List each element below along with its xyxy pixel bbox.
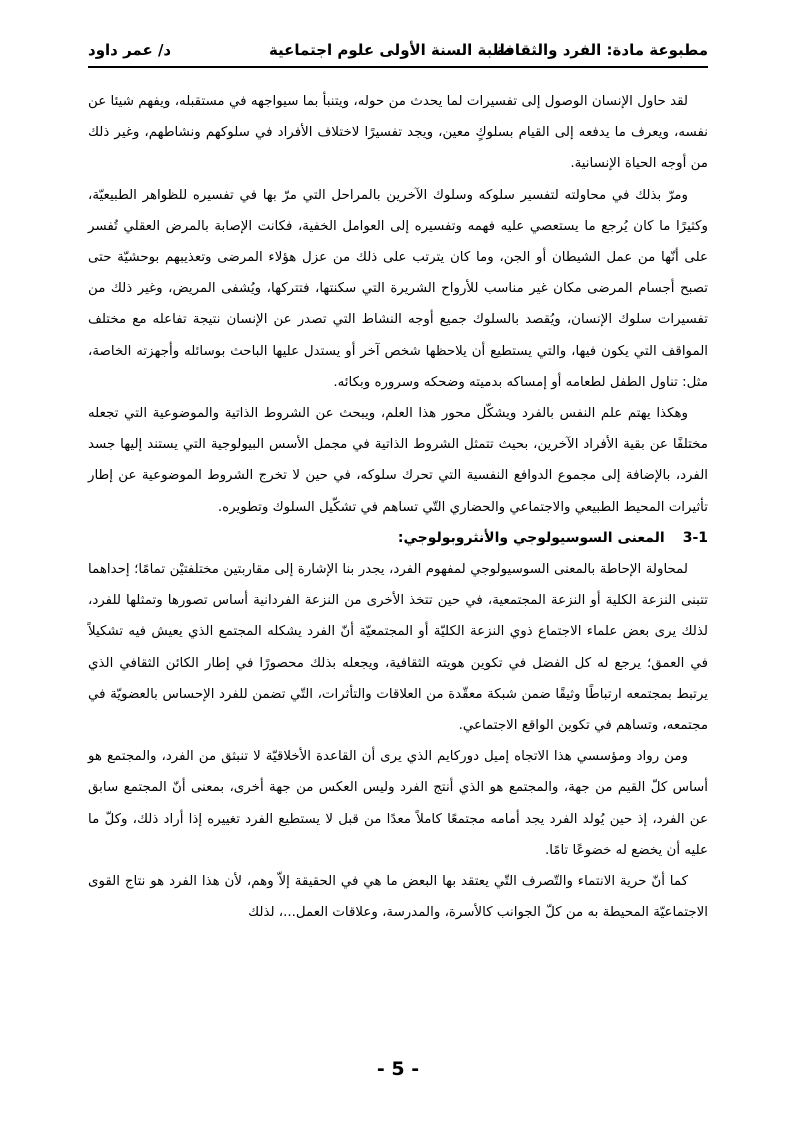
paragraph: ومرّ بذلك في محاولته لتفسير سلوكه وسلوك الآخرين بالمراحل التي مرّ بها في تفسيره للظواهر الطبيعيّة، وكثيرًا ما كان يُرجع ما يستعصي عليه فهمه وتفسيره إلى العوامل الخفية، فكانت الإصابة بالمرض العقلي تُفسر على أنّها من عمل الشيطان أو الجن، وما كان يترتب على ذلك من عزل هؤلاء المرضى وتعذيبهم بوحشيّة حتى تصبح أجسام المرضى مكان غير مناسب للأرواح الشريرة التي سكنتها، فتتركها، ويُشفى المريض، وغير ذلك من تفسيرات سلوك الإنسان، ويُقصد بالسلوك جميع أوجه النشاط التي تصدر عن الإنسان نتيجة تفاعله مع مختلف المواقف التي يكون فيها، والتي يستطيع أن يلاحظها شخص آخر أو يستدل عليها الباحث بوسائله وأجهزته الخاصة، مثل: تناول الطفل لطعامه أو إمساكه بدميته وضحكه وسروره وبكائه. bbox=[88, 187, 708, 390]
paragraph: وهكذا يهتم علم النفس بالفرد ويشكّل محور هذا العلم، ويبحث عن الشروط الذاتية والموضوعية التي تجعله مختلفًا عن بقية الأفراد الآخرين، بحيث تتمثل الشروط الذاتية في مجمل الأسس البيولوجية التي يستند إليها جسد الفرد، بالإضافة إلى مجموع الدوافع النفسية التي تحرك سلوكه، في حين لا تخرج الشروط الموضوعية عن إطار تأثيرات المحيط الطبيعي والاجتماعي والحضاري التّي تساهم في تشكّيل السلوك وتطويره. bbox=[88, 406, 708, 515]
header-audience: طلبة السنة الأولى علوم اجتماعية bbox=[268, 41, 513, 59]
paragraph: ومن رواد ومؤسسي هذا الاتجاه إميل دوركايم الذي يرى أن القاعدة الأخلاقيّة لا تنبثق من الفرد، والمجتمع هو أساس كلّ القيم من جهة، والمجتمع هو الذي أنتج الفرد وليس العكس من جهة أخرى، بمعنى أنّ المجتمع سابق عن الفرد، إذ حين يُولد الفرد يجد أمامه مجتمعًا كاملاً معدًا من قبل لا يستطيع الفرد تغييره إذا أراد ذلك، وكلّ ما عليه أن يخضع له خضوعًا تامًا. bbox=[88, 749, 708, 858]
page-body bbox=[88, 86, 708, 928]
paragraph: لقد حاول الإنسان الوصول إلى تفسيرات لما يحدث من حوله، ويتنبأ بما سيواجهه في مستقبله، ويفهم شيئا عن نفسه، ويعرف ما يدفعه إلى القيام بسلوكٍ معين، ويجد تفسيرًا لاختلاف الأفراد في سلوكهم ونشاطهم، وغير ذلك من أوجه الحياة الإنسانية. bbox=[88, 94, 708, 172]
paragraph: كما أنّ حرية الانتماء والتّصرف التّي يعتقد بها البعض ما هي في الحقيقة إلاّ وهم، لأن هذا الفرد هو نتاج القوى الاجتماعيّة المحيطة به من كلّ الجوانب كالأسرة، والمدرسة، وعلاقات العمل...، لذلك bbox=[88, 874, 708, 921]
header-course-title: مطبوعة مادة: الفرد والثقافة bbox=[495, 41, 708, 59]
header-divider bbox=[88, 66, 708, 68]
page-number: - 5 - bbox=[376, 1058, 420, 1080]
section-title: المعنى السوسيولوجي والأنثروبولوجي: bbox=[397, 529, 665, 546]
section-heading bbox=[88, 523, 708, 554]
page-header bbox=[88, 36, 708, 64]
document-page bbox=[88, 0, 708, 1123]
section-number: 3-1 bbox=[682, 529, 708, 546]
header-author: د/ عمر داود bbox=[88, 41, 172, 59]
paragraph: لمحاولة الإحاطة بالمعنى السوسيولوجي لمفهوم الفرد، يجدر بنا الإشارة إلى مقاربتين مختلفتيْن تمامًا؛ إحداهما تتبنى النزعة الكلية أو النزعة المجتمعية، في حين تتخذ الأخرى من النزعة الفردانية أساس تصورها وتمثلها للفرد، لذلك يرى بعض علماء الاجتماع ذوي النزعة الكليّة أو المجتمعيّة أنّ الفرد يشكله المجتمع الذي يعيش فيه تشكيلاً في العمق؛ يرجع له كل الفضل في تكوين هويته الثقافية، ويجعله بذلك محصورًا في إطار الكائن الثقافي الذي يرتبط بمجتمعه ارتباطًا وثيقًا ضمن شبكة معقّدة من العلاقات والتأثرات، التّي تضمن للفرد الإحساس بالعضويّة في مجتمعه، وتساهم في تكوين الواقع الاجتماعي. bbox=[88, 562, 708, 734]
